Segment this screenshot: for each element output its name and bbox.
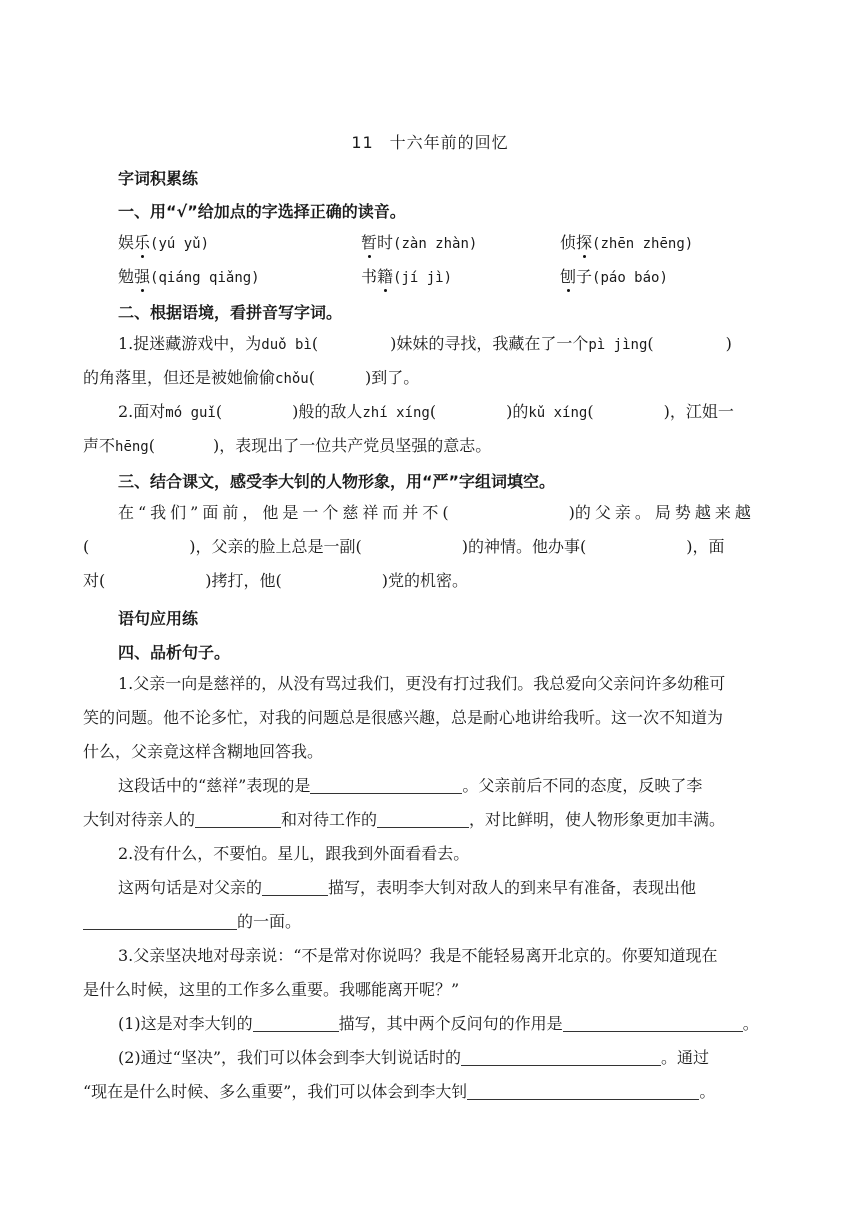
lesson-number: 11 [351,133,374,152]
q1-item-6 [560,264,668,287]
q1-item-3-pinyin[interactable]: (zhēn zhēng) [592,236,694,252]
q4-text: (1)这是对李大钊的 [118,1014,253,1033]
q4-answer-blank-2[interactable] [195,811,281,828]
q1-item-1 [118,230,209,253]
q4-passage-1-line-1: 1.父亲一向是慈祥的，从没有骂过我们，更没有打过我们。我总爱向父亲问许多幼稚可 [118,674,726,693]
question-4-heading: 四、品析句子。 [118,643,231,662]
q2-pinyin-2: pì jìng [588,337,648,353]
q2-sentence-1-line-2: 的角落里，但还是被她偷偷chǒu( )到了。 [83,368,420,387]
q4-answer-1-line-2 [83,809,783,831]
q2-text: 2.面对 [118,402,166,421]
q1-item-1-dotted-char: 乐 [134,230,150,253]
q2-text: ，江姐一 [669,402,734,421]
q4-text: 描写，其中两个反问句的作用是 [338,1014,563,1033]
q1-item-3-char1: 侦 [560,233,577,252]
q3-line-3: 对( )拷打，他( )党的机密。 [83,571,469,590]
section-heading-vocab: 字词积累练 [118,169,199,188]
q1-item-6-dotted-char: 刨 [560,264,576,287]
q4-answer-blank-4[interactable] [262,879,328,896]
q4-text: 。 [742,1014,759,1033]
q1-item-4-pinyin[interactable]: (qiáng qiǎng) [150,270,260,286]
q2-text: 1.捉迷藏游戏中，为 [118,334,262,353]
q3-text: 党的机密。 [388,571,469,590]
q2-pinyin-1: duǒ bì [261,337,312,353]
q1-item-4-dotted-char: 强 [134,264,150,287]
q4-answer-2-line-1 [118,877,783,899]
q4-text: 和对待工作的 [281,810,378,829]
q1-item-5-dotted-char: 籍 [377,264,393,287]
q1-item-5-pinyin[interactable]: (jí jì) [393,270,453,286]
q2-sentence-2-line-1: 2.面对mó guǐ( )般的敌人zhí xíng( )的kǔ xíng( )，江姐一 [118,402,734,421]
q1-item-4-char1: 勉 [118,267,135,286]
question-3-heading: 三、结合课文，感受李大钊的人物形象，用“严”字组词填空。 [118,472,556,491]
q3-text: ，面 [692,537,725,556]
lesson-title: 十六年前的回忆 [389,133,509,152]
q1-item-3 [560,230,693,253]
q3-text: 拷打，他 [211,571,276,590]
q4-text: 。 [699,1082,716,1101]
q2-pinyin-5: zhí xíng [362,405,430,421]
q4-text: 的一面。 [237,912,302,931]
q4-answer-4-line-1 [118,1047,783,1069]
q3-text: ，父亲的脸上总是一副 [195,537,356,556]
q2-text: 声不 [83,436,116,455]
q4-passage-3-line-1: 3.父亲坚决地对母亲说：“不是常对你说吗？我是不能轻易离开北京的。你要知道现在 [118,946,718,965]
q1-item-1-char1: 娱 [118,233,135,252]
q4-answer-blank-9[interactable] [467,1083,699,1100]
q4-answer-1-line-1 [118,775,783,797]
q1-item-2 [361,230,477,253]
q2-sentence-2-line-2: 声不hēng( )，表现出了一位共产党员坚强的意志。 [83,436,492,455]
section-heading-sentences: 语句应用练 [118,609,199,628]
q4-text: ，对比鲜明，使人物形象更加丰满。 [469,810,726,829]
q2-text: 的角落里，但还是被她偷偷 [83,368,276,387]
q4-answer-blank-5[interactable] [83,913,237,930]
q4-answer-blank-7[interactable] [563,1015,743,1032]
q2-pinyin-3: chǒu [275,371,309,387]
q2-pinyin-4: mó guǐ [165,405,216,421]
q4-text: 这两句话是对父亲的 [118,878,263,897]
q3-text: 的父亲。局势越来越 [574,503,755,522]
q1-item-2-dotted-char: 暂 [361,230,377,253]
q4-text: 描写，表明李大钊对敌人的到来早有准备，表现出他 [328,878,697,897]
q4-text: “现在是什么时候、多么重要”，我们可以体会到李大钊 [83,1082,468,1101]
q4-passage-2: 2.没有什么，不要怕。星儿，跟我到外面看看去。 [118,844,470,863]
q2-sentence-1-line-1: 1.捉迷藏游戏中，为duǒ bì( )妹妹的寻找，我藏在了一个pì jìng( ) [118,334,732,353]
q1-item-5 [361,264,452,287]
question-2-heading: 二、根据语境，看拼音写字词。 [118,303,343,322]
q4-text: 。父亲前后不同的态度，反映了李 [462,776,703,795]
q2-text: 到了。 [371,368,420,387]
q2-text: 的 [512,402,529,421]
q4-answer-3-line [118,1013,783,1035]
q4-answer-2-line-2 [83,911,783,933]
q4-text: 这段话中的“慈祥”表现的是 [118,776,311,795]
q2-text: 妹妹的寻找，我藏在了一个 [396,334,589,353]
q2-pinyin-7: hēng [115,439,149,455]
q4-passage-1-line-2: 笑的问题。他不论多忙，对我的问题总是很感兴趣，总是耐心地讲给我听。这一次不知道为 [83,708,724,727]
q4-answer-blank-3[interactable] [377,811,469,828]
q1-item-5-char1: 书 [361,267,378,286]
q3-text: 的神情。他办事 [468,537,581,556]
q1-item-4 [118,264,260,287]
q4-answer-blank-6[interactable] [253,1015,339,1032]
q2-pinyin-6: kǔ xíng [528,405,588,421]
q1-item-6-pinyin[interactable]: (páo báo) [592,270,668,286]
q3-text: 在“我们”面前，他是一个慈祥而并不 [118,503,443,522]
q4-answer-blank-8[interactable] [461,1049,661,1066]
q3-line-1: 在“我们”面前，他是一个慈祥而并不( )的父亲。局势越来越 [118,503,755,522]
q4-text: (2)通过“坚决”，我们可以体会到李大钊说话时的 [118,1048,462,1067]
q1-item-2-pinyin[interactable]: (zàn zhàn) [393,236,478,252]
q4-passage-3-line-2: 是什么时候，这里的工作多么重要。我哪能离开呢？” [83,980,460,999]
q3-line-2: ( )，父亲的脸上总是一副( )的神情。他办事( )，面 [83,537,725,556]
q2-text: ，表现出了一位共产党员坚强的意志。 [219,436,492,455]
q1-item-3-dotted-char: 探 [576,230,592,253]
q4-answer-blank-1[interactable] [310,777,462,794]
q1-item-2-char2: 时 [377,233,394,252]
q4-answer-4-line-2 [83,1081,783,1103]
page-title [0,130,860,153]
q4-text: 。通过 [661,1048,710,1067]
question-1-heading: 一、用“√”给加点的字选择正确的读音。 [118,202,406,221]
q4-text: 大钊对待亲人的 [83,810,196,829]
q4-passage-1-line-3: 什么，父亲竟这样含糊地回答我。 [83,742,324,761]
q2-text: 般的敌人 [298,402,363,421]
q1-item-1-pinyin[interactable]: (yú yǔ) [150,236,210,252]
q3-text: 对 [83,571,100,590]
q1-item-6-char2: 子 [576,267,593,286]
